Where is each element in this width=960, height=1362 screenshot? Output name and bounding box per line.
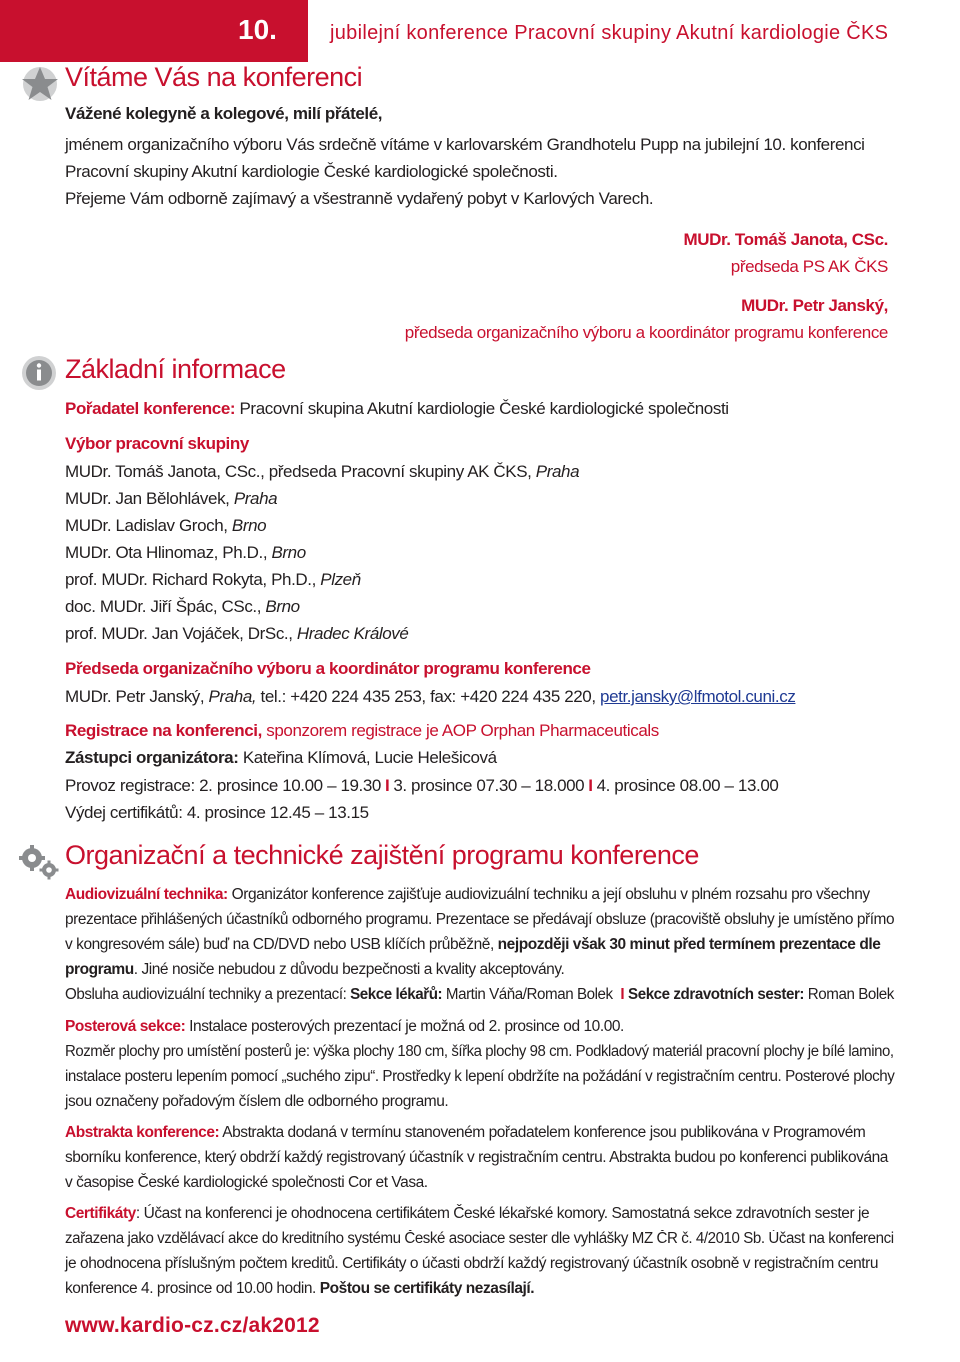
signature-2-role: předseda organizačního výboru a koordinátor programu konference [404, 323, 888, 342]
chair-label: Předseda organizačního výboru a koordinátor programu konference [65, 659, 591, 678]
signature-2-name: MUDr. Petr Janský, [741, 296, 888, 315]
chair-line: MUDr. Petr Janský, Praha, tel.: +420 224 435 253, fax: +420 224 435 220, petr.jansky@lfmotol.cuni.cz [65, 687, 796, 706]
committee-label: Výbor pracovní skupiny [65, 434, 249, 453]
committee-member: MUDr. Ladislav Groch, Brno [65, 516, 267, 535]
av-staff-line: Obsluha audiovizuální techniky a prezentací: Sekce lékařů: Martin Váňa/Roman Bolek I Sekce zdravotních sester: Roman Bolek [65, 986, 894, 1003]
committee-member: prof. MUDr. Jan Vojáček, DrSc., Hradec Králové [65, 624, 409, 643]
registration-line: Registrace na konferenci, sponzorem registrace je AOP Orphan Pharmaceuticals [65, 721, 659, 740]
av-line-4: programu. Jiné nosiče nebudou z důvodu bezpečnosti a kvality akceptovány. [65, 961, 565, 978]
gears-icon [18, 842, 62, 887]
organizer-line [65, 398, 729, 420]
av-line-1: Audiovizuální technika: Organizátor konference zajišťuje audiovizuální techniku a její obsluhu v plném rozsahu pro všechny [65, 886, 870, 903]
committee-member: MUDr. Ota Hlinomaz, Ph.D., Brno [65, 543, 306, 562]
star-icon [20, 64, 60, 109]
abstracts-line-1: Abstrakta konference: Abstrakta dodaná v termínu stanoveném pořadatelem konference jsou publikována v Programovém [65, 1124, 866, 1141]
tech-title: Organizační a technické zajištění programu konference [65, 840, 699, 870]
abstracts-line-2: sborníku konference, který obdrží každý registrovaný účastník v registračním centru. Abstrakta budou po konferenci publikována [65, 1149, 888, 1166]
welcome-paragraph-1: jménem organizačního výboru Vás srdečně vítáme v karlovarském Grandhotelu Pupp na jubilejní 10. konferenci [65, 135, 865, 154]
registration-hours: Provoz registrace: 2. prosince 10.00 – 19.30 I 3. prosince 07.30 – 18.000 I 4. prosince 08.00 – 13.00 [65, 776, 779, 795]
basic-info-title: Základní informace [65, 354, 286, 384]
greeting: Vážené kolegyně a kolegové, milí přátelé, [65, 104, 383, 123]
certificates-line-2: zařazena jako vzdělávací akce do kreditního systému České asociace sester dle vyhlášky MZ ČR č. 4/2010 Sb. Účast na konferenci [65, 1230, 894, 1247]
poster-line-2: Rozměr plochy pro umístění posterů je: výška plochy 180 cm, šířka plochy 98 cm. Podkladový materiál pracovní plochy je bílé lamino, [65, 1043, 894, 1060]
certificate-issue-hours: Výdej certifikátů: 4. prosince 12.45 – 13.15 [65, 803, 369, 822]
committee-member: MUDr. Tomáš Janota, CSc., předseda Pracovní skupiny AK ČKS, Praha [65, 462, 580, 481]
certificates-line-3: je ohodnocena příslušným počtem kreditů. Certifikáty o účasti obdrží každý registrovaný účastník osobně v registračním centru [65, 1255, 879, 1272]
signature-1-name: MUDr. Tomáš Janota, CSc. [683, 230, 888, 249]
signature-1-role: předseda PS AK ČKS [730, 257, 888, 276]
welcome-paragraph-2: Pracovní skupiny Akutní kardiologie České kardiologické společnosti. [65, 162, 558, 181]
poster-line-4: jsou označeny pořadovým číslem dle odborného programu. [65, 1093, 449, 1110]
committee-member: MUDr. Jan Bělohlávek, Praha [65, 489, 278, 508]
representatives-line: Zástupci organizátora: Kateřina Klímová, Lucie Helešicová [65, 748, 497, 767]
abstracts-line-3: v časopise České kardiologické společnosti Cor et Vasa. [65, 1174, 428, 1191]
organizer-value: Pracovní skupina Akutní kardiologie České kardiologické společnosti [235, 399, 729, 418]
committee-member: doc. MUDr. Jiří Špác, CSc., Brno [65, 597, 300, 616]
header-title: jubilejní konference Pracovní skupiny Akutní kardiologie ČKS [330, 22, 889, 44]
poster-line-1: Posterová sekce: Instalace posterových prezentací je možná od 2. prosince od 10.00. [65, 1018, 624, 1035]
av-line-3: v kongresovém sále) buď na CD/DVD nebo USB klíčích průběžně, nejpozději však 30 minut před termínem prezentace dle [65, 936, 881, 953]
welcome-paragraph-3: Přejeme Vám odborně zajímavý a všestranně vydařený pobyt v Karlových Varech. [65, 189, 654, 208]
committee-member: prof. MUDr. Richard Rokyta, Ph.D., Plzeň [65, 570, 361, 589]
welcome-title: Vítáme Vás na konferenci [65, 62, 363, 92]
chair-email-link[interactable]: petr.jansky@lfmotol.cuni.cz [600, 687, 796, 706]
certificates-line-1: Certifikáty: Účast na konferenci je ohodnocena certifikátem České lékařské komory. Samostatná sekce zdravotních sester je [65, 1205, 870, 1222]
certificates-line-4: konference 4. prosince od 10.00 hodin. Poštou se certifikáty nezasílají. [65, 1280, 535, 1297]
av-line-2: prezentace přihlášených účastníků odborného programu. Prezentace se předávají obsluze (pracoviště obsluhy je umístěno přímo [65, 911, 895, 928]
organizer-label: Pořadatel konference: [65, 399, 236, 418]
poster-line-3: instalace posteru lepením pomocí „suchého zipu“. Prostředky k lepení obdržíte na požádání v registračním centru. Posterové plochy [65, 1068, 895, 1085]
edition-number: 10. [238, 14, 277, 45]
info-icon [20, 354, 58, 397]
footer-website-link[interactable]: www.kardio-cz.cz/ak2012 [65, 1314, 320, 1337]
